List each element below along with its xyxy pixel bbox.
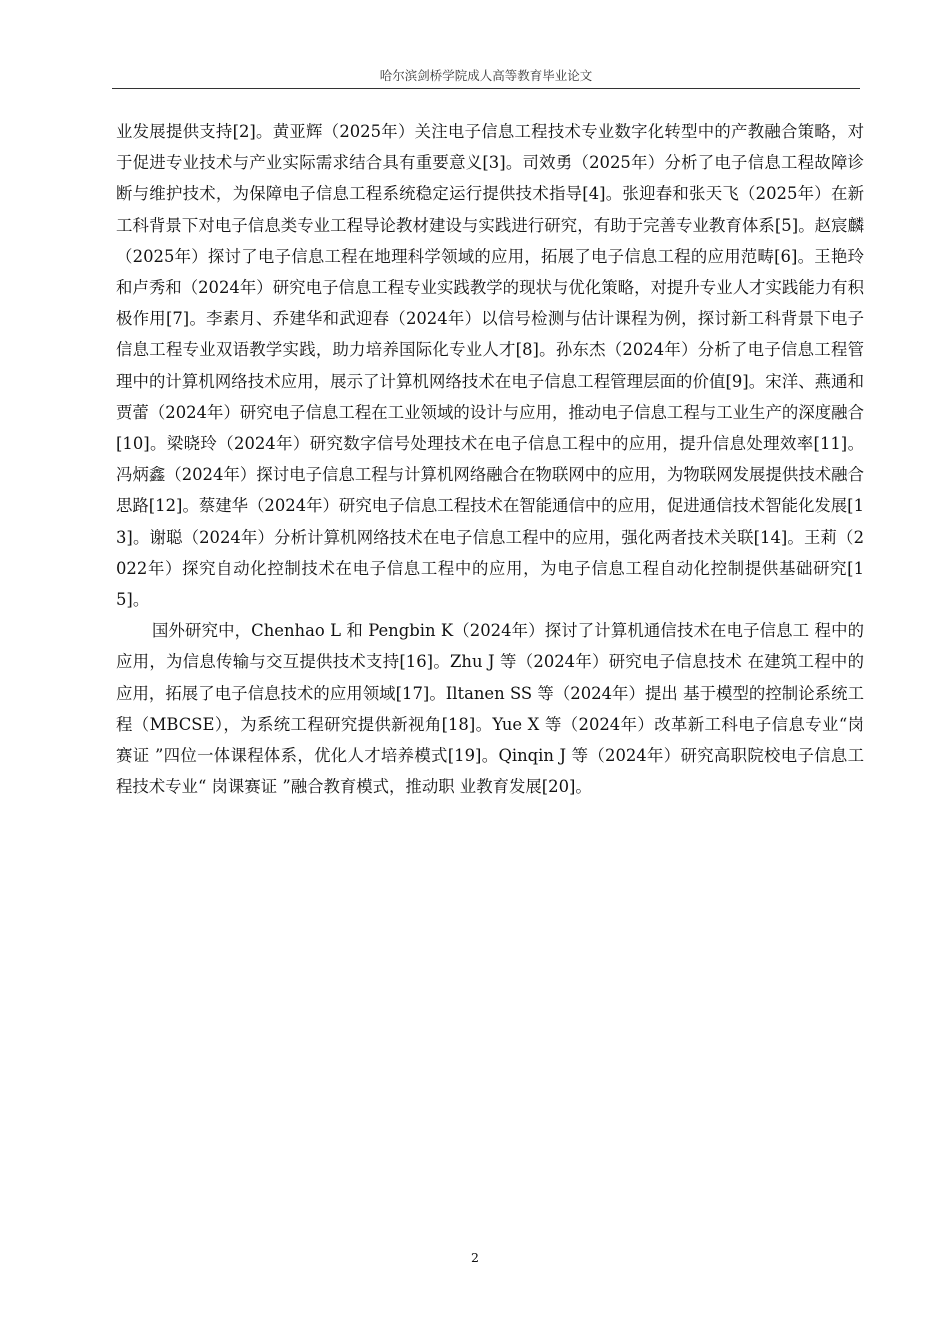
paragraph-domestic-research: 业发展提供支持[2]。黄亚辉（2025年）关注电子信息工程技术专业数字化转型中的产教融合策略，对于促进专业技术与产业实际需求结合具有重要意义[3]。司效勇（2025年）分析了电子信息工程故障诊断与维护技术，为保障电子信息工程系统稳定运行提供技术指导[4]。张迎春和张天飞（2025年）在新工科背景下对电子信息类专业工程导论教材建设与实践进行研究，有助于完善专业教育体系[5]。赵宸麟（2025年）探讨了电子信息工程在地理科学领域的应用，拓展了电子信息工程的应用范畴[6]。王艳玲和卢秀和（2024年）研究电子信息工程专业实践教学的现状与优化策略，对提升专业人才实践能力有积极作用[7]。李素月、乔建华和武迎春（2024年）以信号检测与估计课程为例，探讨新工科背景下电子信息工程专业双语教学实践，助力培养国际化专业人才[8]。孙东杰（2024年）分析了电子信息工程管理中的计算机网络技术应用，展示了计算机网络技术在电子信息工程管理层面的价值[9]。宋洋、燕通和贾蕾（2024年）研究电子信息工程在工业领域的设计与应用，推动电子信息工程与工业生产的深度融合[10]。梁晓玲（2024年）研究数字信号处理技术在电子信息工程中的应用，提升信息处理效率[11]。冯炳鑫（2024年）探讨电子信息工程与计算机网络融合在物联网中的应用，为物联网发展提供技术融合思路[12]。蔡建华（2024年）研究电子信息工程技术在智能通信中的应用，促进通信技术智能化发展[13]。谢聪（2024年）分析计算机网络技术在电子信息工程中的应用，强化两者技术关联[14]。王莉（2022年）探究自动化控制技术在电子信息工程中的应用，为电子信息工程自动化控制提供基础研究[15]。 (116, 122, 864, 610)
page-footer (0, 1250, 950, 1266)
page-number: 2 (471, 1250, 479, 1265)
header-title: 哈尔滨剑桥学院成人高等教育毕业论文 (379, 68, 593, 83)
paragraph-foreign-research: 国外研究中，Chenhao L 和 Pengbin K（2024年）探讨了计算机通信技术在电子信息工 程中的应用，为信息传输与交互提供技术支持[16]。Zhu J 等（2024年）研究电子信息技术 在建筑工程中的应用，拓展了电子信息技术的应用领域[17]。Iltanen SS 等（2024年）提出 基于模型的控制论系统工程（MBCSE），为系统工程研究提供新视角[18]。Yue X 等（2024年）改革新工科电子信息专业“岗赛证 ”四位一体课程体系，优化人才培养模式[19]。Qinqin J 等（2024年）研究高职院校电子信息工程技术专业“ 岗课赛证 ”融合教育模式，推动职 业教育发展[20]。 (116, 621, 864, 797)
body-text (116, 116, 864, 802)
page-header (112, 68, 860, 89)
